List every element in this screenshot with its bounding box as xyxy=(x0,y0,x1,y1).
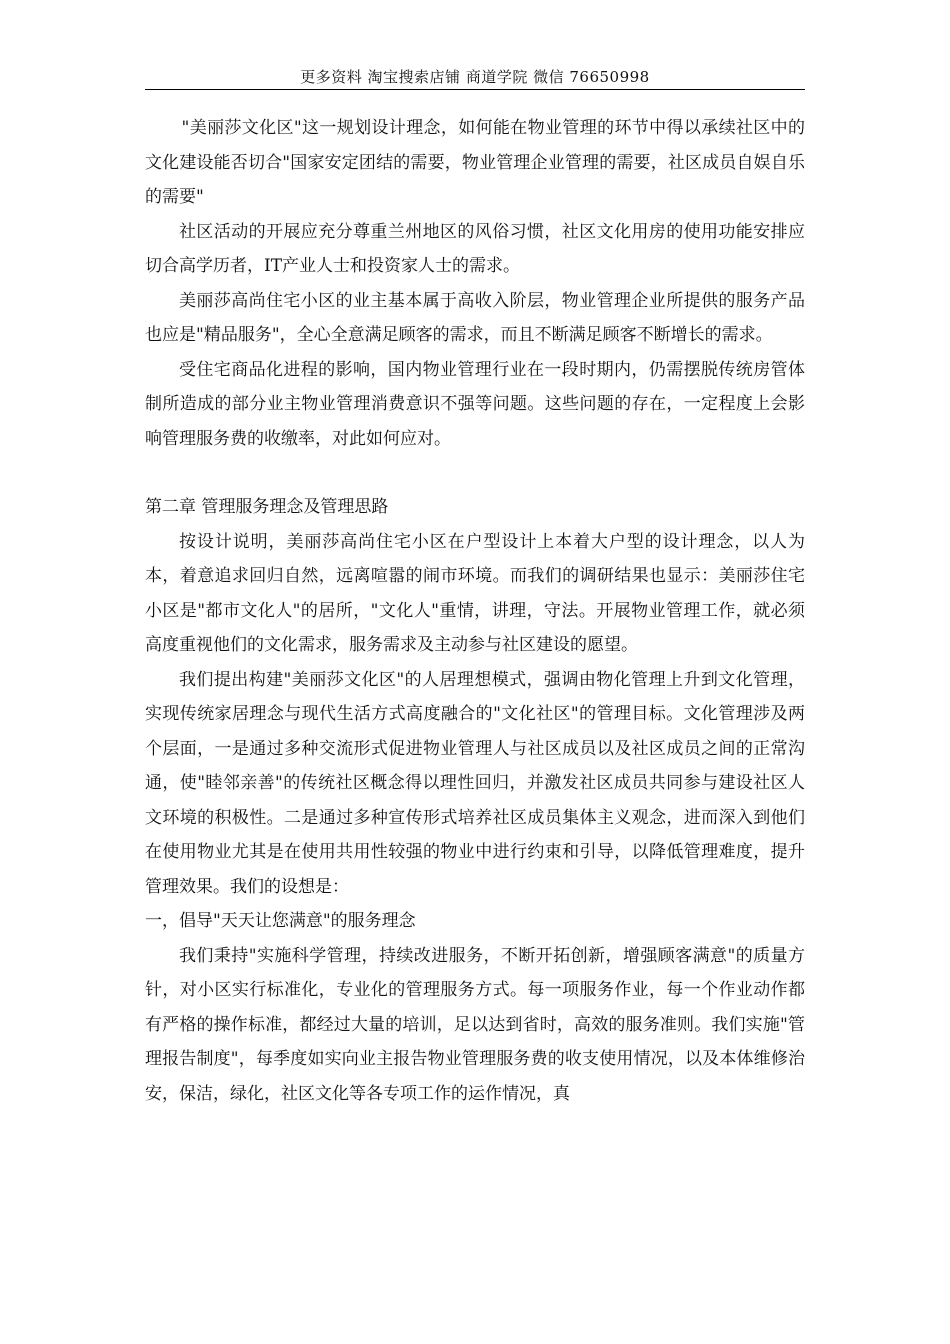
chapter-title: 第二章 管理服务理念及管理思路 xyxy=(145,497,389,517)
paragraph: 我们秉持"实施科学管理，持续改进服务，不断开拓创新，增强顾客满意"的质量方针，对小区实行标准化，专业化的管理服务方式。每一项服务作业，每一个作业动作都有严格的操作标准，都经过大量的培训，足以达到省时，高效的服务准则。我们实施"管理报告制度"，每季度如实向业主报告物业管理服务费的收支使用情况，以及本体维修治安，保洁，绿化，社区文化等各专项工作的运作情况，真 xyxy=(145,945,805,1104)
page-header: 更多资料 淘宝搜索店铺 商道学院 微信 76650998 xyxy=(300,68,650,86)
paragraph: 社区活动的开展应充分尊重兰州地区的风俗习惯，社区文化用房的使用功能安排应切合高学历者，IT产业人士和投资家人士的需求。 xyxy=(145,221,805,276)
section-title: 一，倡导"天天让您满意"的服务理念 xyxy=(145,911,416,931)
paragraph: 受住宅商品化进程的影响，国内物业管理行业在一段时期内，仍需摆脱传统房管体制所造成的部分业主物业管理消费意识不强等问题。这些问题的存在，一定程度上会影响管理服务费的收缴率，对此如何应对。 xyxy=(145,359,805,449)
paragraph: 我们提出构建"美丽莎文化区"的人居理想模式，强调由物化管理上升到文化管理，实现传统家居理念与现代生活方式高度融合的"文化社区"的管理目标。文化管理涉及两个层面，一是通过多种交流形式促进物业管理人与社区成员以及社区成员之间的正常沟通，使"睦邻亲善"的传统社区概念得以理性回归，并激发社区成员共同参与建设社区人文环境的积极性。二是通过多种宣传形式培养社区成员集体主义观念，进而深入到他们在使用物业尤其是在使用共用性较强的物业中进行约束和引导，以降低管理难度，提升管理效果。我们的设想是： xyxy=(145,669,805,897)
paragraph: 按设计说明，美丽莎高尚住宅小区在户型设计上本着大户型的设计理念，以人为本，着意追求回归自然，远离喧嚣的闹市环境。而我们的调研结果也显示：美丽莎住宅小区是"都市文化人"的居所，"文化人"重情，讲理，守法。开展物业管理工作，就必须高度重视他们的文化需求，服务需求及主动参与社区建设的愿望。 xyxy=(145,531,805,655)
paragraph: "美丽莎文化区"这一规划设计理念，如何能在物业管理的环节中得以承续社区中的文化建设能否切合"国家安定团结的需要，物业管理企业管理的需要，社区成员自娱自乐的需要" xyxy=(145,118,805,207)
document-body xyxy=(145,111,805,1111)
header-divider xyxy=(145,89,805,90)
paragraph: 美丽莎高尚住宅小区的业主基本属于高收入阶层，物业管理企业所提供的服务产品也应是"精品服务"，全心全意满足顾客的需求，而且不断满足顾客不断增长的需求。 xyxy=(145,290,805,345)
